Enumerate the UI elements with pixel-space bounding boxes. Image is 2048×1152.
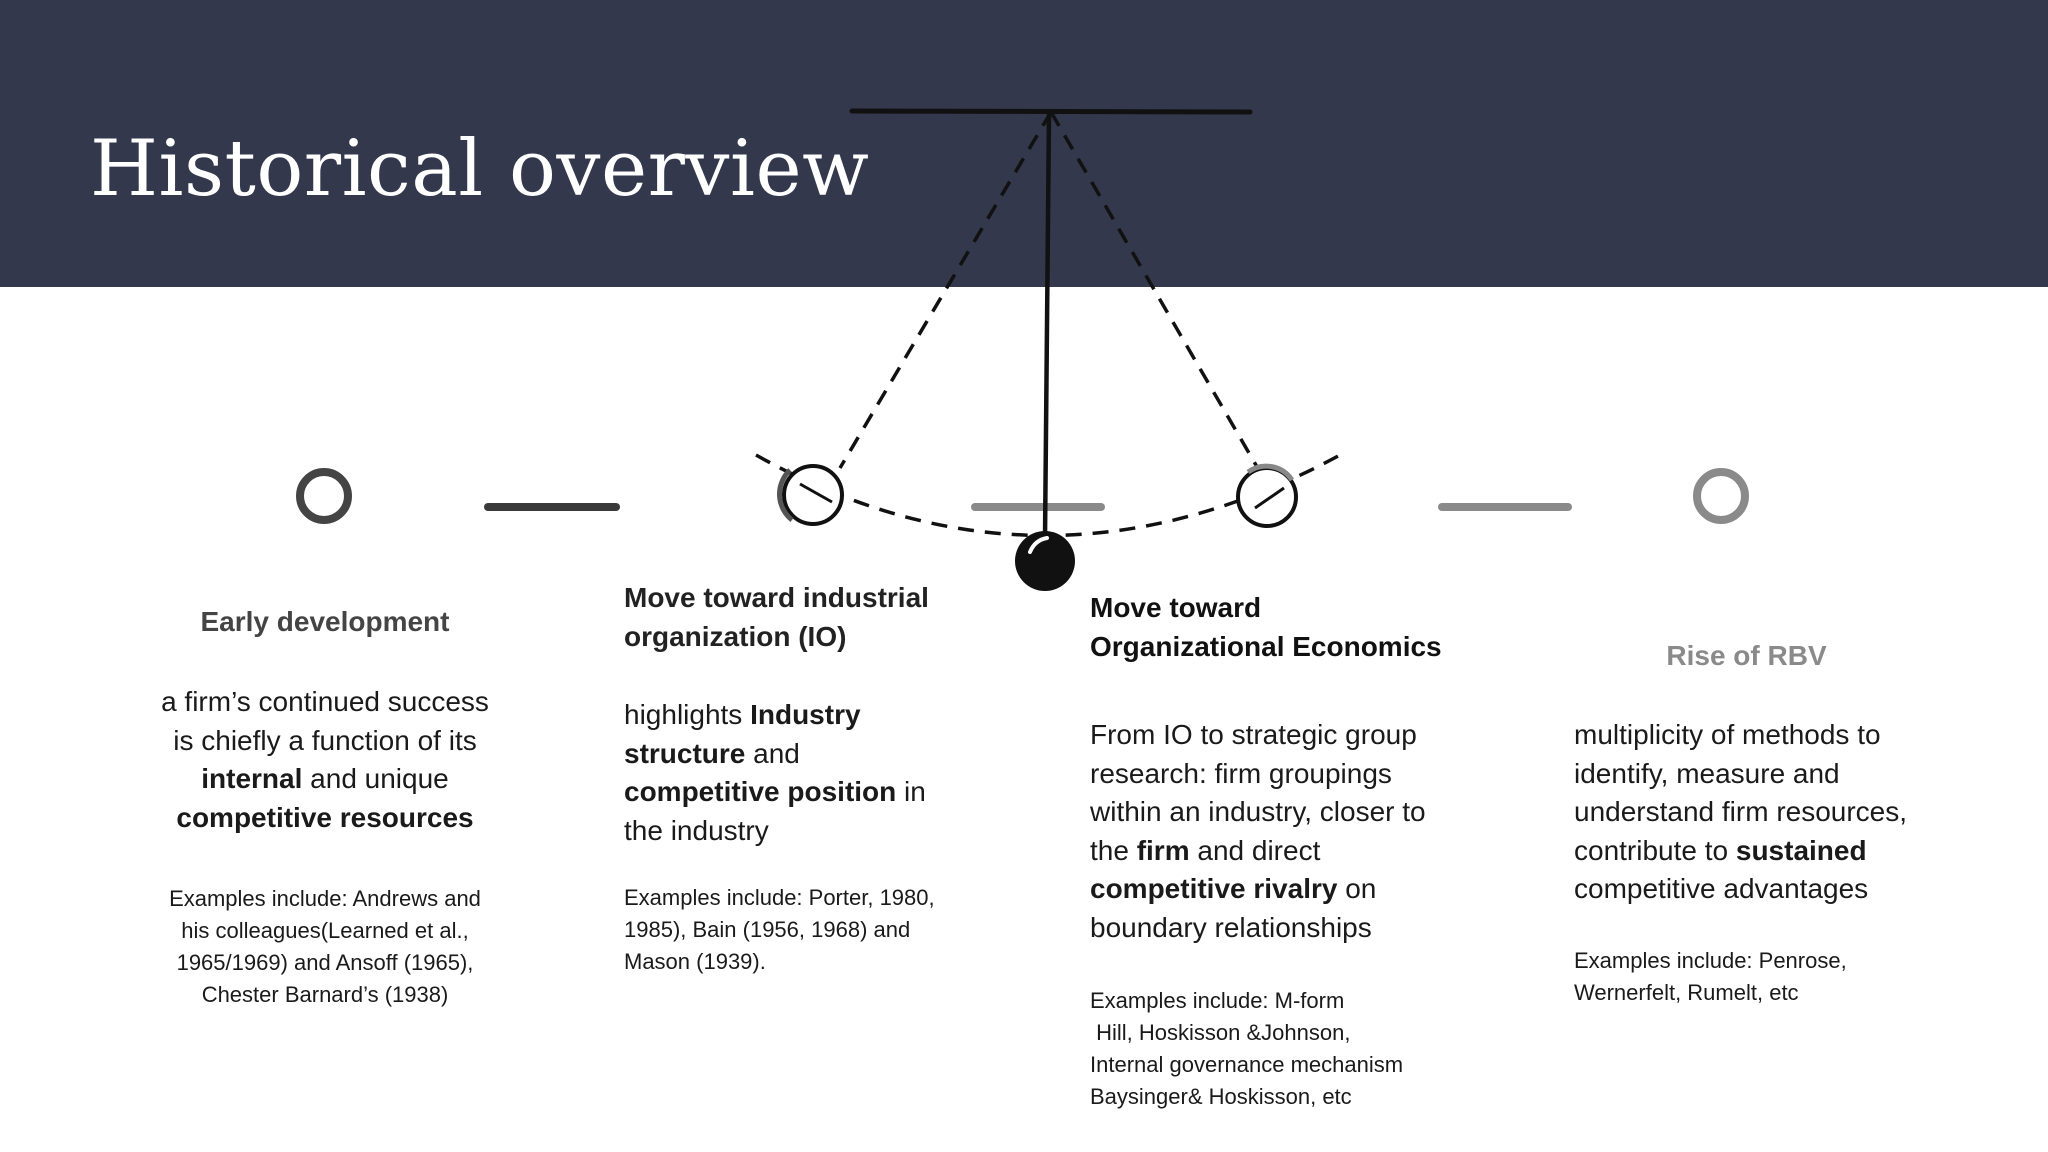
stage-heading: Move toward Organizational Economics bbox=[1090, 592, 1442, 662]
stage-examples: Examples include: Penrose, Wernerfelt, Rumelt, etc bbox=[1574, 948, 1847, 1005]
stage-heading: Early development bbox=[200, 606, 450, 637]
stage-examples: Examples include: Andrews and his colleagues(Learned et al., 1965/1969) and Ansoff (1965), Chester Barnard’s (1938) bbox=[169, 886, 481, 1007]
stage-description: multiplicity of methods to identify, measure and understand firm resources, contribute to sustained competitive advantages bbox=[1574, 719, 1908, 904]
stage-examples: Examples include: M-form Hill, Hoskisson &Johnson, Internal governance mechanism Baysinger& Hoskisson, etc bbox=[1090, 988, 1404, 1109]
stage-heading: Rise of RBV bbox=[1666, 640, 1827, 671]
stage-description: highlights Industry structure and competitive position in the industry bbox=[624, 699, 926, 846]
timeline-node-1 bbox=[300, 472, 348, 520]
stage-description: From IO to strategic group research: firm groupings within an industry, closer to the firm and direct competitive rivalry on boundary relationships bbox=[1090, 719, 1426, 943]
page-title: Historical overview bbox=[90, 124, 870, 214]
timeline-node-4 bbox=[1697, 472, 1745, 520]
stage-examples: Examples include: Porter, 1980, 1985), Bain (1956, 1968) and Mason (1939). bbox=[624, 885, 935, 974]
stage-description: a firm’s continued success is chiefly a function of its internal and unique competitive resources bbox=[161, 686, 489, 833]
stage-heading: Move toward industrial organization (IO) bbox=[624, 582, 929, 652]
